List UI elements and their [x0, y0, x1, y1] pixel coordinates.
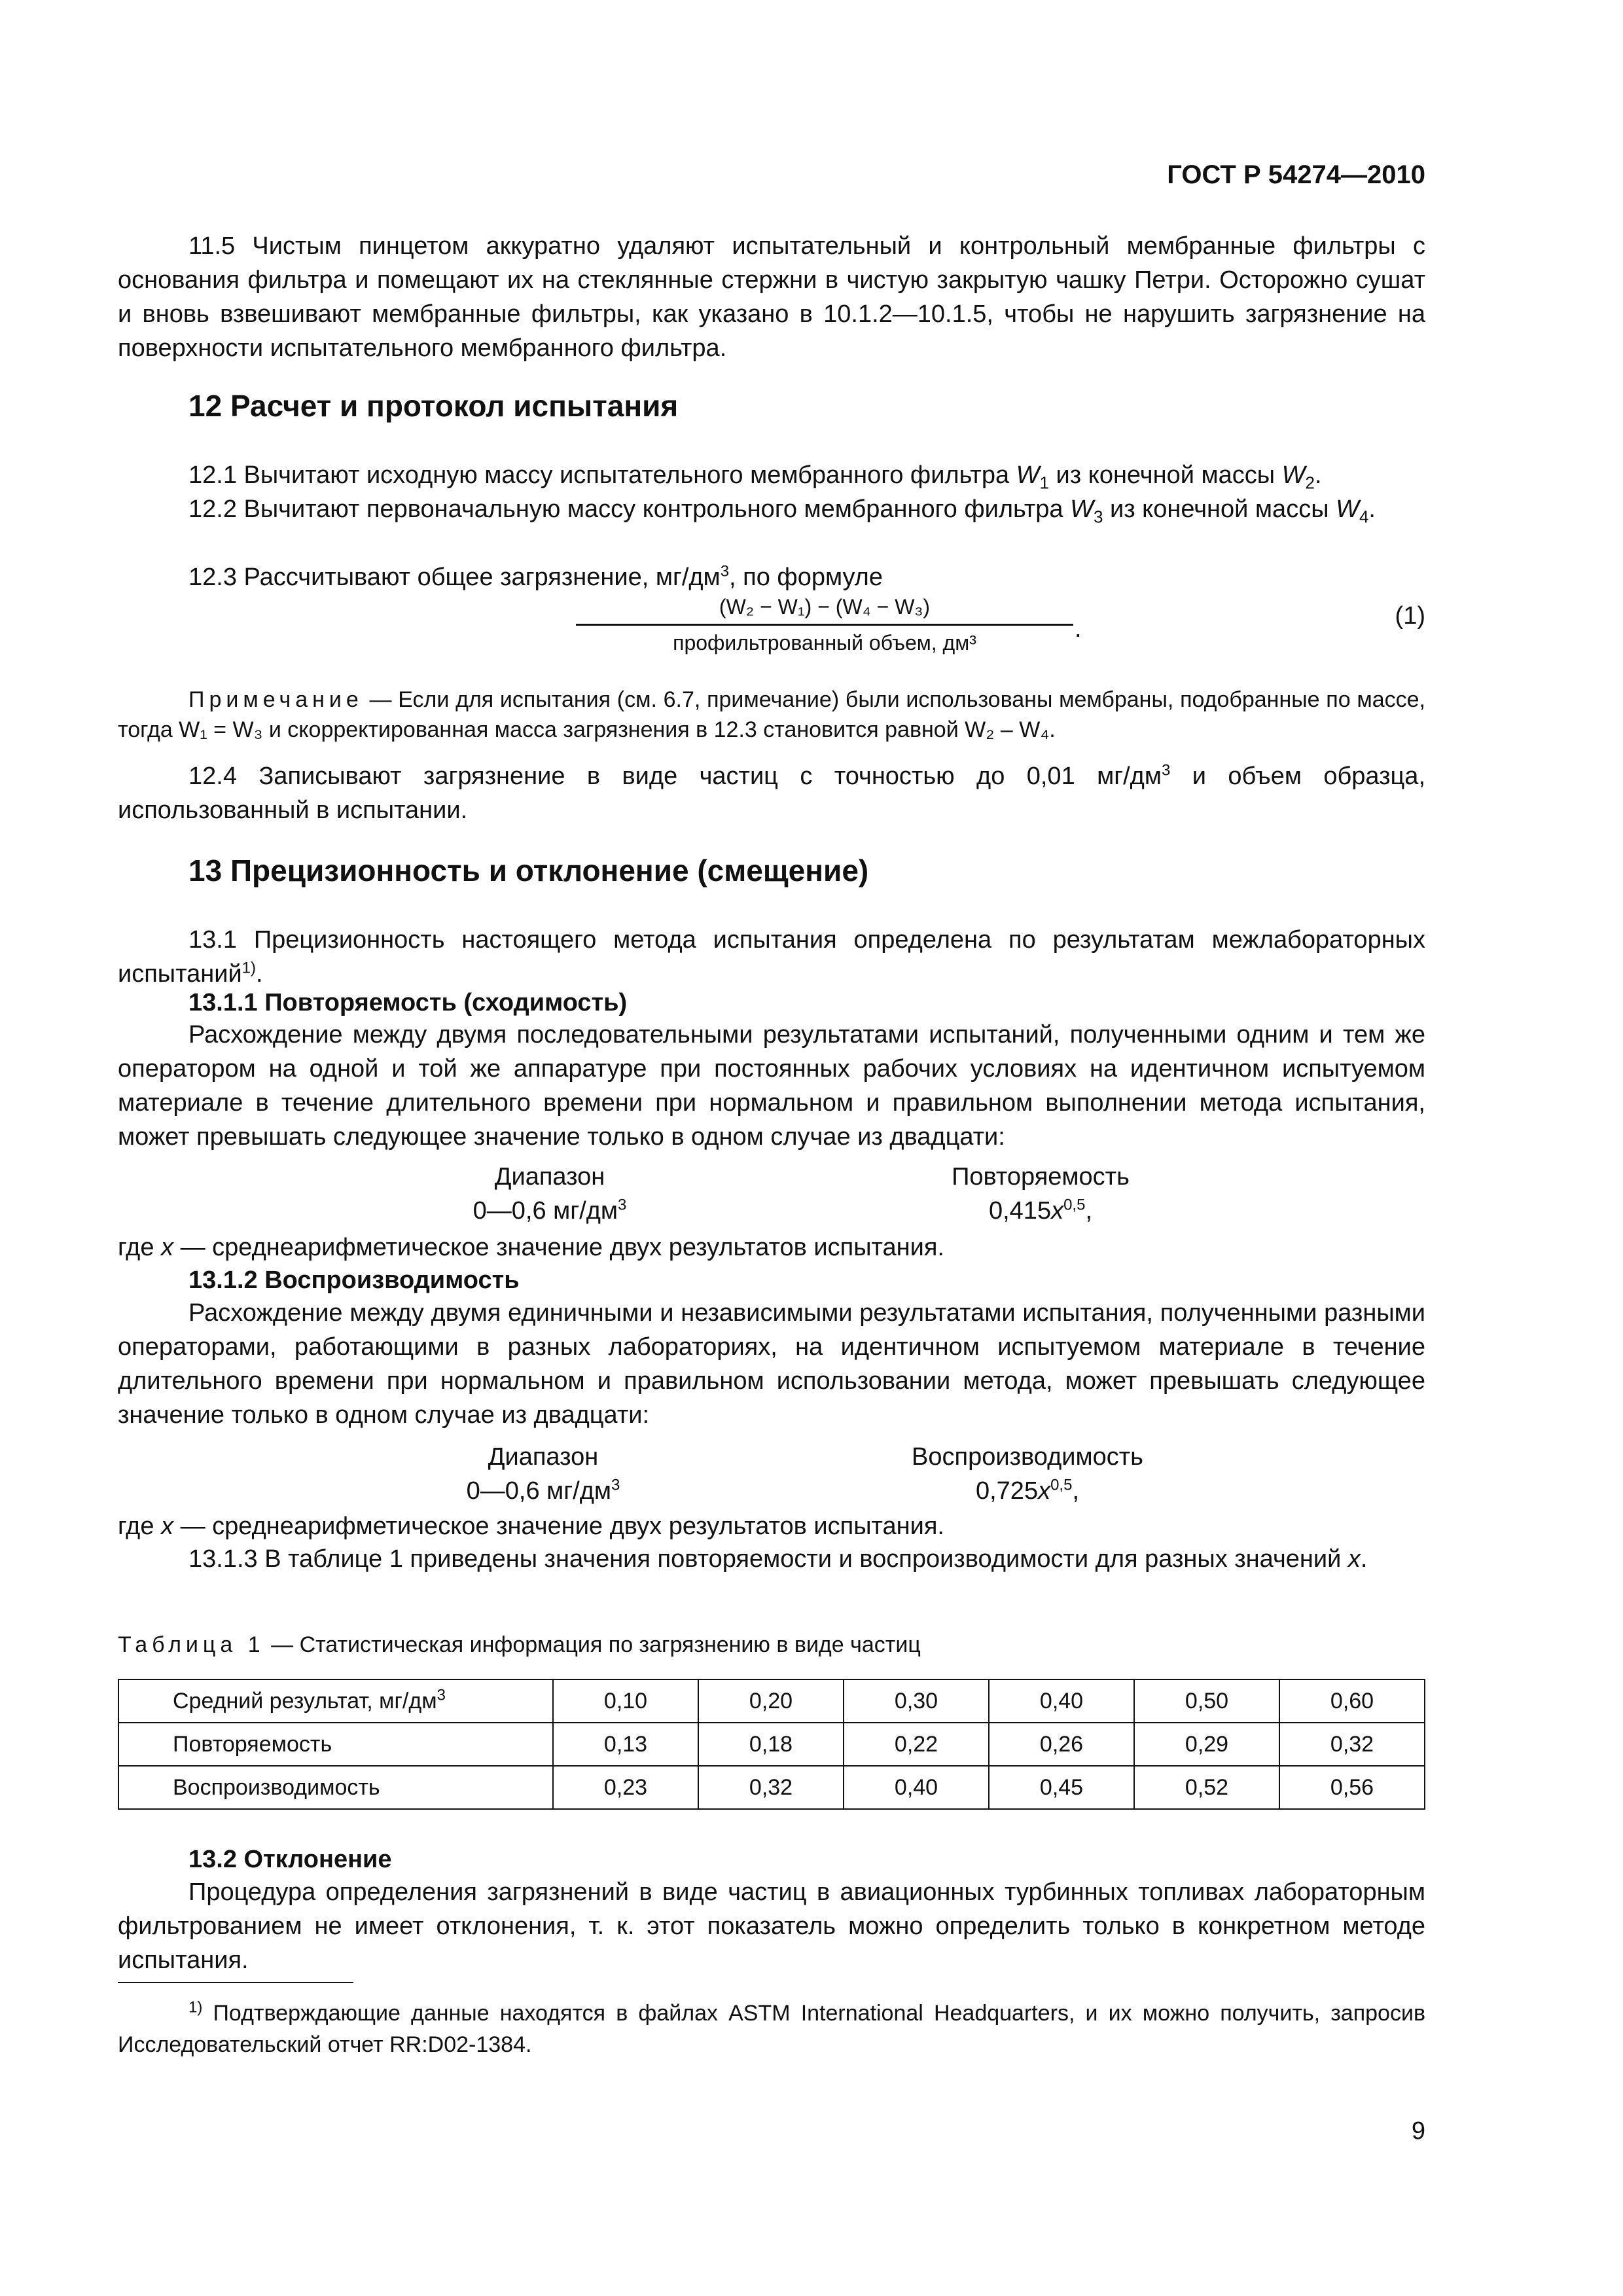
table-cell: 0,40: [989, 1679, 1134, 1723]
table-cell: 0,45: [989, 1766, 1134, 1809]
table-cell: 0,40: [844, 1766, 989, 1809]
table-row: [118, 1679, 1425, 1723]
paragraph-12-1: 12.1 Вычитают исходную массу испытательного мембранного фильтра $W_1$ из конечной массы $W_2$.: [188, 461, 1322, 493]
paragraph-13-1-2: Расхождение между двумя единичными и независимыми результатами испытания, полученными разными операторами, работающими в разных лабораториях, на идентичном испытуемом материале в течение длительного времени при нормальном и правильном использовании метода, может превышать следующее значение только в одном случае из двадцати:: [118, 1299, 1425, 1429]
table-caption: Таблица 1 — Статистическая информация по загрязнению в виде частиц: [118, 1632, 921, 1657]
paragraph-13-1: 13.1 Прецизионность настоящего метода испытания определена по результатам межлабораторных испытаний$^{1)}$.: [118, 926, 1425, 988]
repeatability-where: где x — среднеарифметическое значение двух результатов испытания.: [118, 1234, 944, 1261]
formula-1: [576, 592, 1073, 657]
formula-number: (1): [1395, 602, 1425, 630]
paragraph-12-2: 12.2 Вычитают первоначальную массу контрольного мембранного фильтра $W_3$ из конечной массы $W_4$.: [188, 495, 1376, 527]
reproducibility-value: Воспроизводимость $0,725x^{0,5}$,: [912, 1443, 1143, 1505]
subsection-13-1-2-heading: 13.1.2 Воспроизводимость: [188, 1266, 520, 1294]
paragraph-12-3: 12.3 Рассчитывают общее загрязнение, $мг/дм^3$, по формуле: [188, 562, 883, 591]
table-cell: 0,32: [1279, 1723, 1425, 1766]
table-cell: 0,20: [698, 1679, 844, 1723]
formula-numerator: (W₂ − W₁) − (W₄ − W₃): [719, 595, 931, 619]
paragraph-13-1-1: Расхождение между двумя последовательными результатами испытаний, полученными одним и тем же оператором на одной и той же аппаратуре при постоянных рабочих условиях на идентичном испытуемом материале в течение длительного времени при нормальном и правильном выполнении метода испытания, может превышать следующее значение только в одном случае из двадцати:: [118, 1021, 1425, 1151]
footnote: $^{1)}$ Подтверждающие данные находятся в файлах ASTM International Headquarters, и их можно получить, запросив Исследовательский отчет RR:D02-1384.: [118, 1998, 1425, 2057]
formula-period: .: [1075, 615, 1082, 643]
reproducibility-where: где x — среднеарифметическое значение двух результатов испытания.: [118, 1513, 944, 1540]
document-page: [118, 0, 1425, 2296]
table-row-label: Повторяемость: [118, 1723, 553, 1766]
table-cell: 0,13: [553, 1723, 698, 1766]
table-cell: 0,23: [553, 1766, 698, 1809]
table-cell: 0,32: [698, 1766, 844, 1809]
section-13-heading: 13 Прецизионность и отклонение (смещение): [188, 853, 869, 888]
table-cell: 0,26: [989, 1723, 1134, 1766]
paragraph-13-1-3: 13.1.3 В таблице 1 приведены значения повторяемости и воспроизводимости для разных значений x.: [188, 1545, 1368, 1573]
paragraph-13-2: Процедура определения загрязнений в виде частиц в авиационных турбинных топливах лабораторным фильтрованием не имеет отклонения, т. к. этот показатель можно определить только в конкретном методе испытания.: [118, 1878, 1425, 1974]
table-cell: 0,22: [844, 1723, 989, 1766]
fraction-bar: [576, 624, 1073, 626]
table-cell: 0,10: [553, 1679, 698, 1723]
formula-denominator: профильтрованный объем, дм³: [673, 631, 976, 655]
table-cell: 0,30: [844, 1679, 989, 1723]
reproducibility-range: Диапазон 0—0,6 $мг/дм^3$: [466, 1443, 620, 1505]
repeatability-value: Повторяемость $0,415x^{0,5}$,: [952, 1163, 1130, 1225]
subsection-13-2-heading: 13.2 Отклонение: [188, 1846, 392, 1873]
paragraph-11-5: 11.5 Чистым пинцетом аккуратно удаляют испытательный и контрольный мембранные фильтры с основания фильтра и помещают их на стеклянные стержни в чистую закрытую чашку Петри. Осторожно сушат и вновь взвешивают мембранные фильтры, как указано в 10.1.2—10.1.5, чтобы не нарушить загрязнение на поверхности испытательного мембранного фильтра.: [118, 232, 1425, 362]
table-cell: 0,56: [1279, 1766, 1425, 1809]
note-12: Примечание — Если для испытания (см. 6.7, примечание) были использованы мембраны, подобранные по массе, тогда W₁ = W₃ и скорректированная масса загрязнения в 12.3 становится равной W₂ – W₄.: [118, 687, 1425, 742]
table-cell: 0,50: [1134, 1679, 1279, 1723]
table-row: [118, 1766, 1425, 1809]
statistics-table: [118, 1679, 1425, 1810]
standard-code: ГОСТ Р 54274—2010: [1167, 160, 1425, 189]
table-cell: 0,60: [1279, 1679, 1425, 1723]
paragraph-12-4: 12.4 Записывают загрязнение в виде частиц с точностью до 0,01 $мг/дм^3$ и объем образца, использованный в испытании.: [118, 761, 1425, 824]
repeatability-range: Диапазон 0—0,6 $мг/дм^3$: [473, 1163, 627, 1225]
page-number: 9: [1411, 2117, 1425, 2145]
footnote-divider: [118, 1982, 353, 1983]
table-row: [118, 1723, 1425, 1766]
table-header-cell: Средний результат, $мг/дм^3$: [118, 1679, 553, 1723]
table-cell: 0,29: [1134, 1723, 1279, 1766]
section-12-heading: 12 Расчет и протокол испытания: [188, 389, 679, 423]
subsection-13-1-1-heading: 13.1.1 Повторяемость (сходимость): [188, 989, 628, 1016]
table-row-label: Воспроизводимость: [118, 1766, 553, 1809]
table-cell: 0,18: [698, 1723, 844, 1766]
table-cell: 0,52: [1134, 1766, 1279, 1809]
